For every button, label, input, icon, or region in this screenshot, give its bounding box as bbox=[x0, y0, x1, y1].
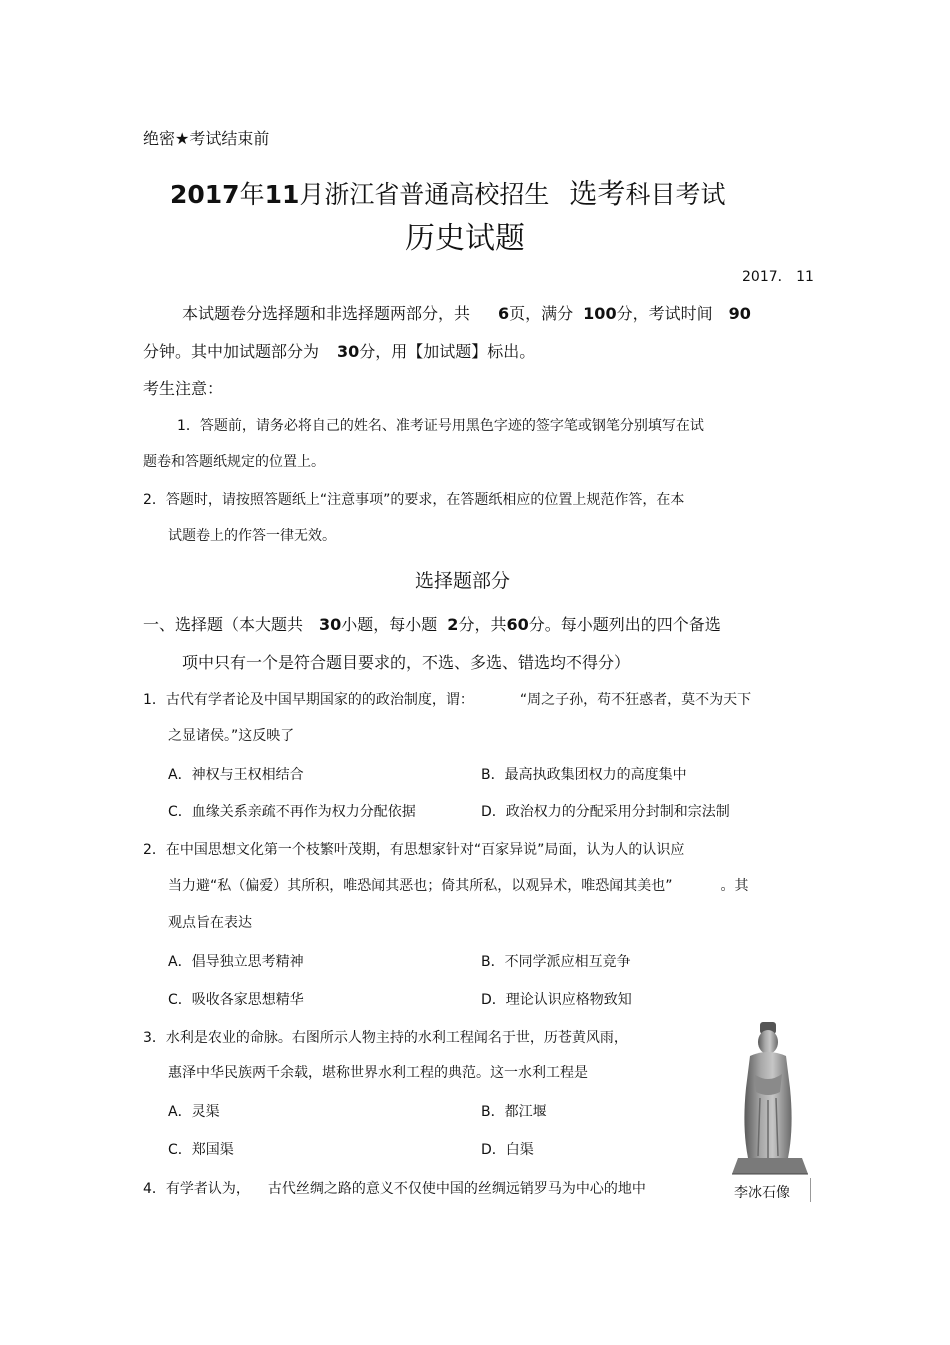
part1-text-a: 一、选择题（本大题共 bbox=[143, 615, 304, 634]
question-4-text-b: 古代丝绸之路的意义不仅使中国的丝绸远销罗马为中心的地中 bbox=[267, 1181, 646, 1197]
part1-total: 60 bbox=[506, 615, 529, 634]
question-1-line-2: 之显诸侯。”这反映了 bbox=[168, 728, 295, 744]
part1-line-2: 项中只有一个是符合题目要求的，不选、多选、错选均不得分） bbox=[182, 653, 631, 672]
statue-illustration bbox=[728, 1018, 812, 1178]
question-3-option-c[interactable]: C．郑国渠 bbox=[168, 1142, 234, 1158]
part1-text-d: 分。每小题列出的四个备选 bbox=[528, 615, 721, 634]
part1-line-1 bbox=[143, 612, 721, 635]
title-nian: 年 bbox=[239, 180, 265, 209]
confidential-label: 绝密★考试结束前 bbox=[143, 129, 270, 148]
title-month: 11 bbox=[264, 180, 300, 209]
note-2-line-1: 2．答题时，请按照答题纸上“注意事项”的要求，在答题纸相应的位置上规范作答，在本 bbox=[143, 492, 685, 508]
question-2-line-1: 2．在中国思想文化第一个枝繁叶茂期，有思想家针对“百家异说”局面，认为人的认识应 bbox=[143, 842, 685, 858]
question-1-option-d[interactable]: D．政治权力的分配采用分封制和宗法制 bbox=[481, 804, 730, 820]
question-1-quote: “周之子孙，苟不狂惑者，莫不为天下 bbox=[519, 692, 752, 708]
intro-line-2 bbox=[143, 339, 535, 362]
intro-text-b: 页，满分 bbox=[509, 304, 574, 323]
note-1-line-2: 题卷和答题纸规定的位置上。 bbox=[143, 454, 325, 470]
question-1-text-a: 1．古代有学者论及中国早期国家的的政治制度，谓： bbox=[143, 692, 474, 708]
note-1-line-1: 1．答题前，请务必将自己的姓名、准考证号用黑色字迹的签字笔或钢笔分别填写在试 bbox=[177, 418, 704, 434]
exam-title bbox=[170, 172, 725, 212]
title-xuankao: 选考 bbox=[569, 177, 626, 210]
part1-text-c: 分，共 bbox=[458, 615, 507, 634]
note-2-line-2: 试题卷上的作答一律无效。 bbox=[168, 528, 336, 544]
question-2-line-2 bbox=[168, 875, 749, 895]
exam-date: 2017． 11 bbox=[742, 269, 814, 285]
question-2-option-d[interactable]: D．理论认识应格物致知 bbox=[481, 992, 632, 1008]
question-2-line-3: 观点旨在表达 bbox=[168, 915, 252, 931]
intro-addon-score: 30 bbox=[337, 342, 360, 361]
question-3-line-1: 3．水利是农业的命脉。右图所示人物主持的水利工程闻名于世，历苍黄风雨， bbox=[143, 1030, 628, 1046]
question-3-line-2: 惠泽中华民族两千余载，堪称世界水利工程的典范。这一水利工程是 bbox=[168, 1065, 588, 1081]
question-3-option-d[interactable]: D．白渠 bbox=[481, 1142, 534, 1158]
part1-count: 30 bbox=[319, 615, 342, 634]
li-bing-statue-image bbox=[728, 1018, 812, 1204]
question-1-option-b[interactable]: B．最高执政集团权力的高度集中 bbox=[481, 767, 687, 783]
intro-line-1 bbox=[182, 301, 751, 324]
intro-text-a: 本试题卷分选择题和非选择题两部分，共 bbox=[182, 304, 471, 323]
figure-border-line bbox=[810, 1178, 811, 1202]
title-rest2: 科目考试 bbox=[625, 180, 726, 209]
section-title: 选择题部分 bbox=[415, 570, 511, 592]
question-2-tail: 。其 bbox=[720, 878, 749, 894]
intro-pages: 6 bbox=[498, 304, 510, 323]
question-2-option-c[interactable]: C．吸收各家思想精华 bbox=[168, 992, 304, 1008]
part1-text-b: 小题，每小题 bbox=[341, 615, 438, 634]
question-4-text-a: 4．有学者认为， bbox=[143, 1181, 250, 1197]
question-2-option-a[interactable]: A．倡导独立思考精神 bbox=[168, 954, 304, 970]
intro-score: 100 bbox=[583, 304, 617, 323]
title-year: 2017 bbox=[170, 180, 240, 209]
subject-title: 历史试题 bbox=[405, 221, 525, 256]
question-4-line-1 bbox=[143, 1178, 646, 1198]
intro-text-d: 分钟。其中加试题部分为 bbox=[143, 342, 320, 361]
intro-text-c: 分，考试时间 bbox=[616, 304, 713, 323]
title-rest1: 月浙江省普通高校招生 bbox=[299, 180, 550, 209]
question-3-option-a[interactable]: A．灵渠 bbox=[168, 1104, 220, 1120]
intro-time: 90 bbox=[728, 304, 751, 323]
question-1-line-1 bbox=[143, 689, 751, 709]
question-1-option-a[interactable]: A．神权与王权相结合 bbox=[168, 767, 304, 783]
question-1-option-c[interactable]: C．血缘关系亲疏不再作为权力分配依据 bbox=[168, 804, 416, 820]
intro-text-e: 分，用【加试题】标出。 bbox=[359, 342, 536, 361]
notes-heading: 考生注意： bbox=[143, 379, 224, 398]
question-2-quote: 当力避“私（偏爱）其所积，唯恐闻其恶也；倚其所私，以观异术，唯恐闻其美也” bbox=[168, 878, 673, 894]
question-2-option-b[interactable]: B．不同学派应相互竞争 bbox=[481, 954, 631, 970]
figure-caption: 李冰石像 bbox=[734, 1185, 790, 1201]
question-3-option-b[interactable]: B．都江堰 bbox=[481, 1104, 547, 1120]
part1-each: 2 bbox=[447, 615, 459, 634]
